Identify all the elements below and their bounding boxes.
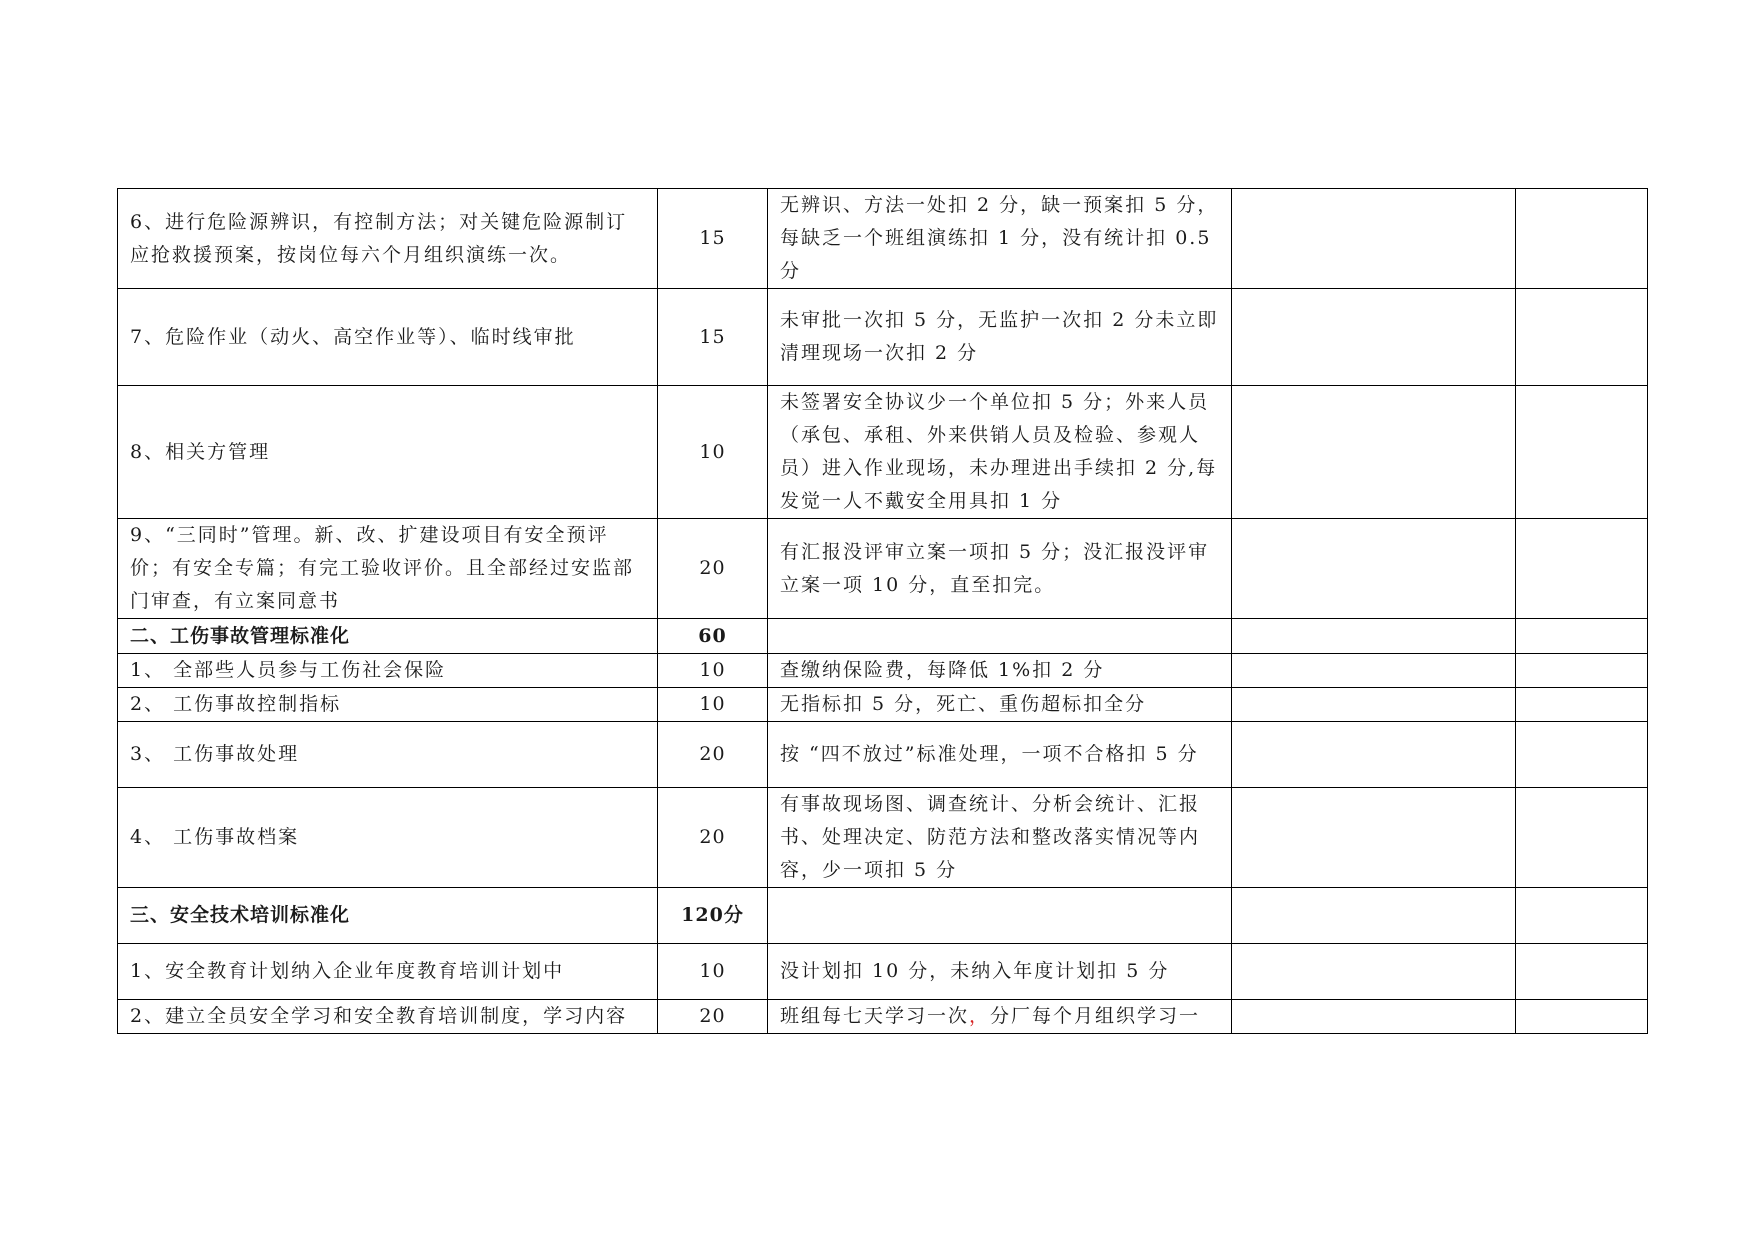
section-title: 三、安全技术培训标准化 <box>118 888 658 944</box>
score-cell: 15 <box>658 189 768 289</box>
criteria-cell: 按 “四不放过”标准处理，一项不合格扣 5 分 <box>768 722 1232 788</box>
item-cell: 4、 工伤事故档案 <box>118 788 658 888</box>
criteria-cell: 未签署安全协议少一个单位扣 5 分；外来人员（承包、承租、外来供销人员及检验、参观人员）进入作业现场，未办理进出手续扣 2 分,每发觉一人不戴安全用具扣 1 分 <box>768 386 1232 519</box>
item-cell: 8、相关方管理 <box>118 386 658 519</box>
empty-cell <box>1516 189 1648 289</box>
criteria-cell: 有事故现场图、调查统计、分析会统计、汇报书、处理决定、防范方法和整改落实情况等内容，少一项扣 5 分 <box>768 788 1232 888</box>
empty-cell <box>1516 654 1648 688</box>
empty-cell <box>1516 386 1648 519</box>
section-header-row <box>118 619 1648 654</box>
section-title: 二、工伤事故管理标准化 <box>118 619 658 654</box>
score-cell: 10 <box>658 688 768 722</box>
item-cell: 1、安全教育计划纳入企业年度教育培训计划中 <box>118 944 658 1000</box>
score-cell: 20 <box>658 722 768 788</box>
criteria-cell: 没计划扣 10 分，未纳入年度计划扣 5 分 <box>768 944 1232 1000</box>
score-cell: 20 <box>658 1000 768 1034</box>
table-row <box>118 386 1648 519</box>
empty-cell <box>1232 289 1516 386</box>
criteria-text: 班组每七天学习一次 <box>780 1005 970 1027</box>
criteria-cell <box>768 888 1232 944</box>
standardization-scoring-table <box>117 188 1648 1034</box>
empty-cell <box>1232 788 1516 888</box>
score-cell: 10 <box>658 944 768 1000</box>
empty-cell <box>1232 619 1516 654</box>
empty-cell <box>1232 386 1516 519</box>
item-cell: 3、 工伤事故处理 <box>118 722 658 788</box>
empty-cell <box>1516 619 1648 654</box>
empty-cell <box>1516 788 1648 888</box>
red-comma: ， <box>969 1005 991 1027</box>
empty-cell <box>1516 688 1648 722</box>
empty-cell <box>1516 722 1648 788</box>
empty-cell <box>1232 654 1516 688</box>
table-row <box>118 1000 1648 1034</box>
criteria-text: 分厂每个月组织学习一 <box>990 1005 1201 1027</box>
section-score: 60 <box>658 619 768 654</box>
score-cell: 20 <box>658 519 768 619</box>
item-cell: 1、 全部些人员参与工伤社会保险 <box>118 654 658 688</box>
empty-cell <box>1516 888 1648 944</box>
empty-cell <box>1516 289 1648 386</box>
item-cell: 2、建立全员安全学习和安全教育培训制度，学习内容 <box>118 1000 658 1034</box>
table-row <box>118 519 1648 619</box>
table-row <box>118 688 1648 722</box>
criteria-cell <box>768 619 1232 654</box>
section-header-row <box>118 888 1648 944</box>
item-cell: 7、危险作业（动火、高空作业等）、临时线审批 <box>118 289 658 386</box>
item-cell: 6、进行危险源辨识，有控制方法；对关键危险源制订应抢救援预案，按岗位每六个月组织演练一次。 <box>118 189 658 289</box>
table-row <box>118 654 1648 688</box>
empty-cell <box>1232 519 1516 619</box>
empty-cell <box>1232 189 1516 289</box>
table-row <box>118 189 1648 289</box>
score-cell: 15 <box>658 289 768 386</box>
empty-cell <box>1516 519 1648 619</box>
table-row <box>118 788 1648 888</box>
empty-cell <box>1232 722 1516 788</box>
criteria-cell: 有汇报没评审立案一项扣 5 分；没汇报没评审立案一项 10 分，直至扣完。 <box>768 519 1232 619</box>
table-row <box>118 722 1648 788</box>
empty-cell <box>1232 888 1516 944</box>
empty-cell <box>1516 944 1648 1000</box>
empty-cell <box>1516 1000 1648 1034</box>
criteria-cell: 查缴纳保险费，每降低 1%扣 2 分 <box>768 654 1232 688</box>
score-cell: 20 <box>658 788 768 888</box>
criteria-cell <box>768 1000 1232 1034</box>
empty-cell <box>1232 1000 1516 1034</box>
table-row <box>118 944 1648 1000</box>
empty-cell <box>1232 944 1516 1000</box>
criteria-cell: 未审批一次扣 5 分，无监护一次扣 2 分未立即清理现场一次扣 2 分 <box>768 289 1232 386</box>
criteria-cell: 无辨识、方法一处扣 2 分，缺一预案扣 5 分，每缺乏一个班组演练扣 1 分，没有统计扣 0.5 分 <box>768 189 1232 289</box>
item-cell: 2、 工伤事故控制指标 <box>118 688 658 722</box>
table-row <box>118 289 1648 386</box>
section-score: 120分 <box>658 888 768 944</box>
score-cell: 10 <box>658 386 768 519</box>
score-cell: 10 <box>658 654 768 688</box>
criteria-cell: 无指标扣 5 分，死亡、重伤超标扣全分 <box>768 688 1232 722</box>
item-cell: 9、“三同时”管理。新、改、扩建设项目有安全预评价；有安全专篇；有完工验收评价。且全部经过安监部门审查，有立案同意书 <box>118 519 658 619</box>
empty-cell <box>1232 688 1516 722</box>
